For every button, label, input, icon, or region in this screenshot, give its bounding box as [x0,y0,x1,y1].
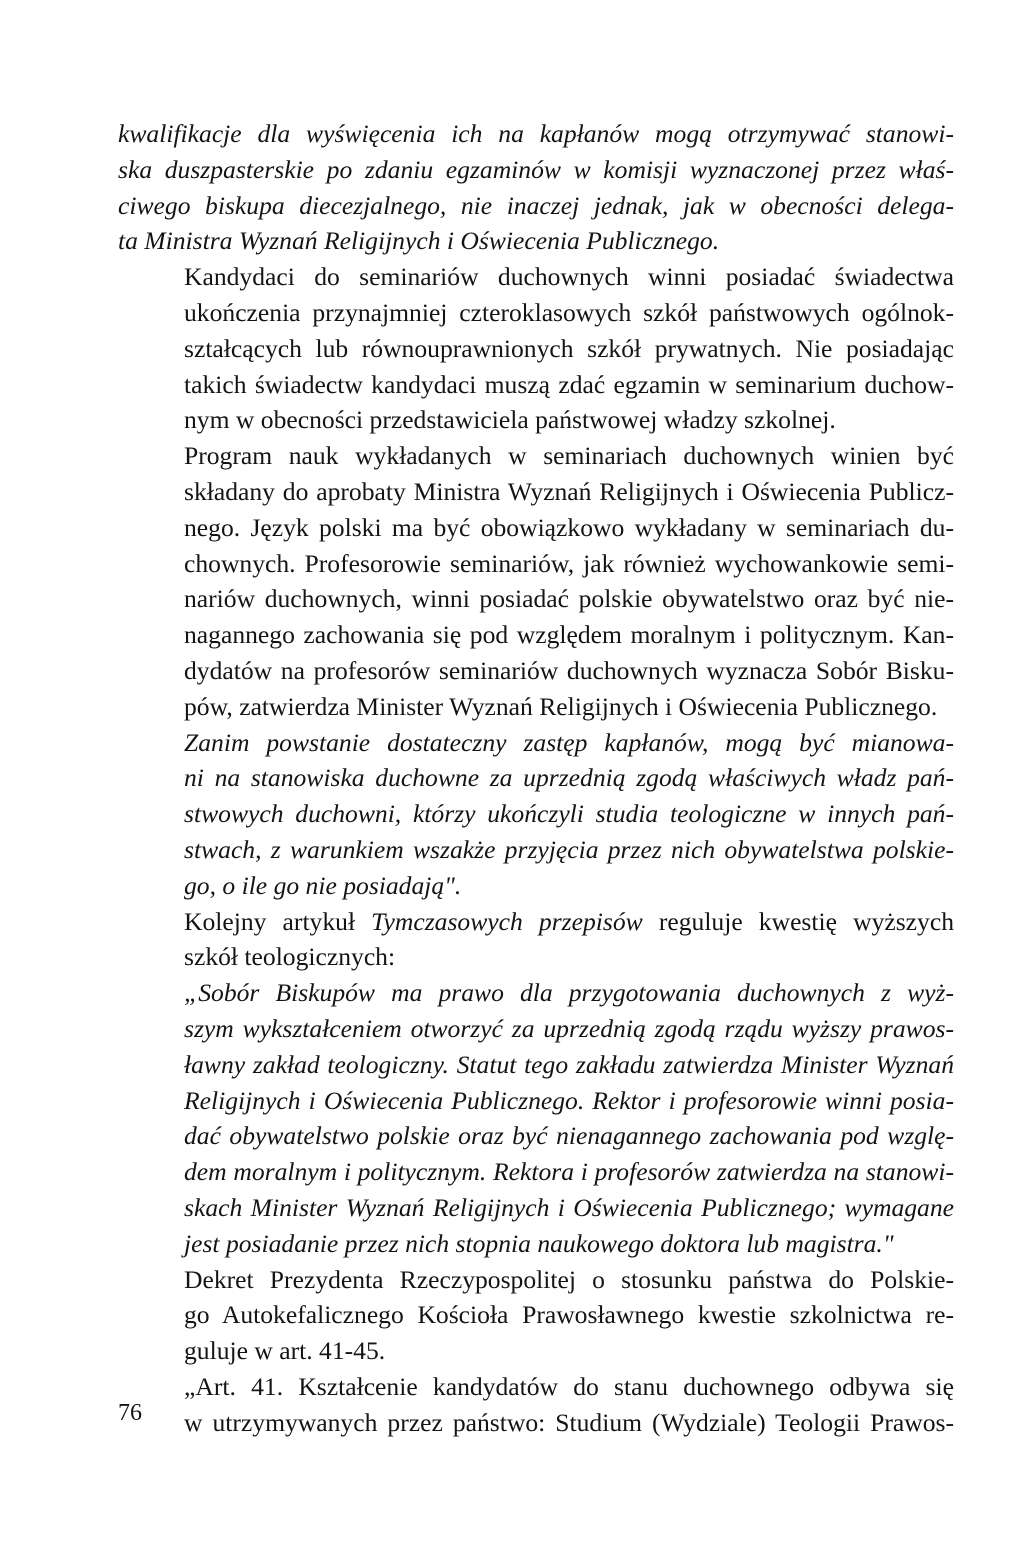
italic-title: Tymczasowych przepisów [371,906,643,936]
text-line: Kandydaci do seminariów duchownych winni posiadać świadectwa [184,262,954,292]
text-line: dać obywatelstwo polskie oraz być nienagannego zachowania pod wzglę- [184,1121,954,1151]
text-line [118,904,954,940]
page-number: 76 [118,1400,142,1426]
text-line: „Art. 41. Kształcenie kandydatów do stanu duchownego odbywa się [184,1371,954,1401]
text-line: takich świadectw kandydaci muszą zdać egzamin w seminarium duchow- [184,369,954,399]
text-line: nego. Język polski ma być obowiązkowo wykładany w seminariach du- [184,512,954,542]
text-line: szym wykształceniem otworzyć za uprzednią zgodą rządu wyższy prawos- [184,1013,954,1043]
text-line: chownych. Profesorowie seminariów, jak również wychowankowie semi- [184,548,954,578]
text-run: reguluje kwestię wyższych [642,906,954,936]
text-line: Dekret Prezydenta Rzeczypospolitej o stosunku państwa do Polskie- [184,1264,954,1294]
text-line: kwalifikacje dla wyświęcenia ich na kapłanów mogą otrzymywać stanowi- [118,119,954,148]
text-line: ształcących lub równouprawnionych szkół prywatnych. Nie posiadając [184,333,954,363]
text-line: guluje w art. 41-45. [184,1336,386,1366]
paragraph-6-quote [118,975,954,1261]
text-line: ska duszpasterskie po zdaniu egzaminów w komisji wyznaczonej przez właś- [118,154,954,184]
text-line: jest posiadanie przez nich stopnia naukowego doktora lub magistra." [184,1228,894,1258]
text-line: stwach, z warunkiem wszakże przyjęcia przez nich obywatelstwa polskie- [184,834,954,864]
text-line: Zanim powstanie dostateczny zastęp kapłanów, mogą być mianowa- [184,727,954,757]
paragraph-5 [118,904,954,976]
text-line: go, o ile go nie posiadają". [184,870,462,900]
text-run: Kolejny artykuł [184,906,372,936]
body-text [118,116,954,1440]
text-line: ukończenia przynajmniej czteroklasowych szkół państwowych ogólnok- [184,297,954,327]
text-line: szkół teologicznych: [184,942,396,972]
text-line: ta Ministra Wyznań Religijnych i Oświecenia Publicznego. [118,226,720,256]
text-line: stwowych duchowni, którzy ukończyli studia teologiczne w innych pań- [184,799,954,829]
text-line: nym w obecności przedstawiciela państwowej władzy szkolnej. [184,405,836,435]
text-line: dem moralnym i politycznym. Rektora i profesorów zatwierdza na stanowi- [184,1157,954,1187]
text-line: ni na stanowiska duchowne za uprzednią zgodą właściwych władz pań- [184,763,954,793]
text-line: nariów duchownych, winni posiadać polskie obywatelstwo oraz być nie- [184,584,954,614]
text-line: w utrzymywanych przez państwo: Studium (Wydziale) Teologii Prawos- [184,1407,954,1437]
text-line: „Sobór Biskupów ma prawo dla przygotowania duchownych z wyż- [184,978,954,1008]
text-line: dydatów na profesorów seminariów duchownych wyznacza Sobór Bisku- [184,655,954,685]
paragraph-7 [118,1262,954,1369]
text-line: go Autokefalicznego Kościoła Prawosławnego kwestie szkolnictwa re- [184,1300,954,1330]
text-line: składany do aprobaty Ministra Wyznań Religijnych i Oświecenia Publicz- [184,476,954,506]
text-line: Program nauk wykładanych w seminariach duchownych winien być [184,441,954,471]
text-line: nagannego zachowania się pod względem moralnym i politycznym. Kan- [184,620,954,650]
paragraph-8 [118,1369,954,1441]
text-line: Religijnych i Oświecenia Publicznego. Rektor i profesorowie winni posia- [184,1085,954,1115]
paragraph-3 [118,438,954,724]
paragraph-1 [118,116,954,259]
text-line: ciwego biskupa diecezjalnego, nie inaczej jednak, jak w obecności delega- [118,190,954,220]
text-line: pów, zatwierdza Minister Wyznań Religijnych i Oświecenia Publicznego. [184,691,938,721]
paragraph-2 [118,259,954,438]
text-line: skach Minister Wyznań Religijnych i Oświecenia Publicznego; wymagane [184,1192,954,1222]
text-line: ławny zakład teologiczny. Statut tego zakładu zatwierdza Minister Wyznań [184,1049,954,1079]
paragraph-4 [118,725,954,904]
